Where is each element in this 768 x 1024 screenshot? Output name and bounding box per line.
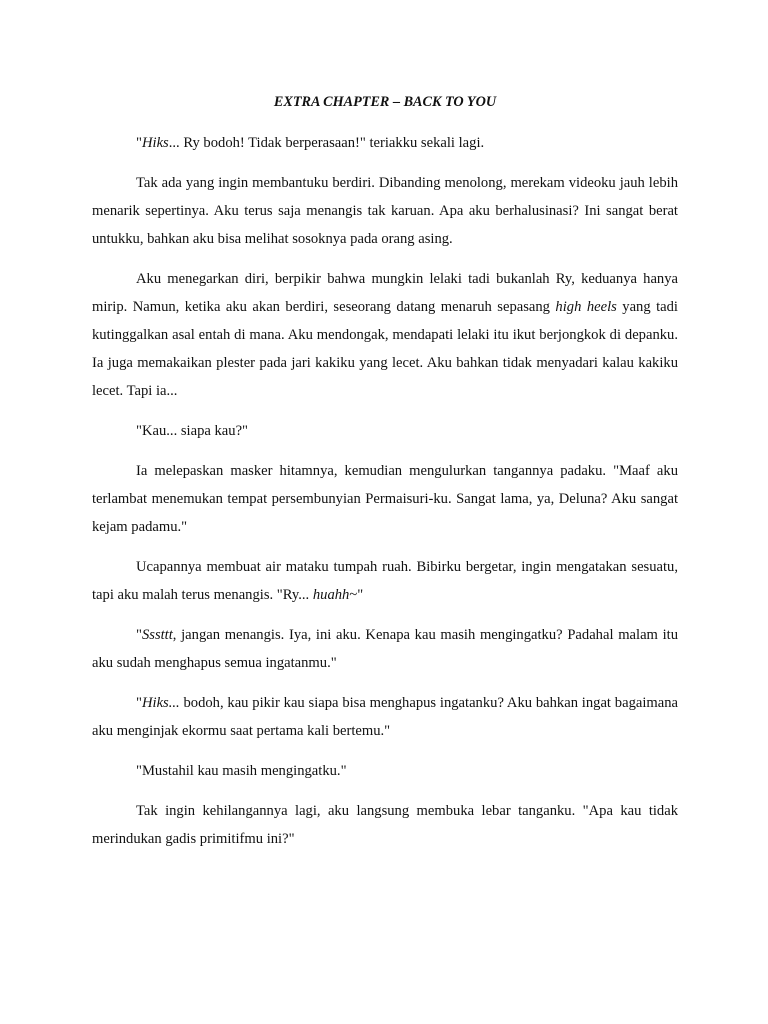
text-segment: Ucapannya membuat air mataku tumpah ruah. Bibirku bergetar, ingin mengatakan sesuatu, tapi aku malah terus menangis. "Ry... <box>92 559 678 603</box>
text-segment: yang tadi kutinggalkan asal entah di mana. Aku mendongak, mendapati lelaki itu ikut berjongkok di depanku. Ia juga memakaikan plester pada jari kakiku yang lecet. Aku bahkan tidak menyadari kalau kakiku lecet. Tapi ia... <box>92 299 678 399</box>
text-segment: ... Ry bodoh! Tidak berperasaan!" teriakku sekali lagi. <box>168 135 485 151</box>
paragraph <box>92 457 678 541</box>
text-segment: "Mustahil kau masih mengingatku." <box>136 763 347 779</box>
document-page <box>92 93 678 865</box>
text-segment: ~" <box>349 587 364 603</box>
text-segment: " <box>136 695 142 711</box>
text-segment: Ia melepaskan masker hitamnya, kemudian mengulurkan tangannya padaku. "Maaf aku terlambat menemukan tempat persembunyian Permaisuri-ku. Sangat lama, ya, Deluna? Aku sangat kejam padamu." <box>92 463 678 535</box>
text-segment: " <box>136 627 142 643</box>
text-segment: Tak ada yang ingin membantuku berdiri. Dibanding menolong, merekam videoku jauh lebih menarik sepertinya. Aku terus saja menangis tak karuan. Apa aku berhalusinasi? Ini sangat berat untukku, bahkan aku bisa melihat sosoknya pada orang asing. <box>92 175 678 247</box>
paragraph <box>92 417 678 445</box>
paragraph <box>92 757 678 785</box>
paragraph <box>92 265 678 405</box>
paragraph <box>92 689 678 745</box>
text-segment: , jangan menangis. Iya, ini aku. Kenapa kau masih mengingatku? Padahal malam itu aku sudah menghapus semua ingatanmu." <box>92 627 678 671</box>
text-segment: Tak ingin kehilangannya lagi, aku langsung membuka lebar tanganku. "Apa kau tidak merindukan gadis primitifmu ini?" <box>92 803 678 847</box>
italic-text: huahh <box>312 587 350 603</box>
paragraph <box>92 797 678 853</box>
italic-text: Hiks <box>141 135 169 151</box>
body-text <box>92 129 678 853</box>
text-segment: " <box>136 135 142 151</box>
text-segment: Aku menegarkan diri, berpikir bahwa mungkin lelaki tadi bukanlah Ry, keduanya hanya mirip. Namun, ketika aku akan berdiri, seseorang datang menaruh sepasang <box>92 271 678 315</box>
italic-text: high heels <box>555 299 617 315</box>
paragraph <box>92 553 678 609</box>
chapter-title: EXTRA CHAPTER – BACK TO YOU <box>273 94 497 110</box>
text-segment: bodoh, kau pikir kau siapa bisa menghapus ingatanku? Aku bahkan ingat bagaimana aku menginjak ekormu saat pertama kali bertemu." <box>92 695 678 739</box>
paragraph <box>92 169 678 253</box>
italic-text: Hiks... <box>141 695 180 711</box>
paragraph <box>92 129 678 157</box>
paragraph <box>92 621 678 677</box>
text-segment: "Kau... siapa kau?" <box>136 423 249 439</box>
italic-text: Sssttt <box>141 627 173 643</box>
